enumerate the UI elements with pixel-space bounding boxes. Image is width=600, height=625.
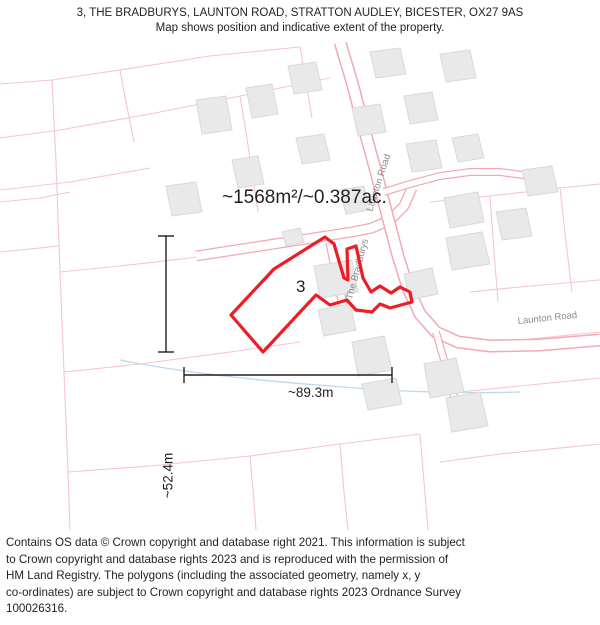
- plot-number-label: 3: [296, 277, 306, 296]
- footer-line-4: co-ordinates) are subject to Crown copyright and database rights 2023 Ordnance Survey: [6, 585, 461, 599]
- map-canvas[interactable]: [0, 42, 600, 530]
- copyright-footer: [0, 535, 600, 618]
- road-label-launton-road-upper: Launton Road: [364, 152, 394, 213]
- horizontal-dimension-label: ~89.3m: [288, 385, 334, 400]
- page-header: [0, 0, 600, 36]
- footer-line-2: to Crown copyright and database rights 2023 and is reproduced with the permission of: [6, 552, 449, 566]
- road-label-launton-road-lower: Launton Road: [517, 309, 578, 327]
- page-subtitle: Map shows position and indicative extent of the property.: [155, 22, 445, 34]
- page-title: 3, THE BRADBURYS, LAUNTON ROAD, STRATTON AUDLEY, BICESTER, OX27 9AS: [76, 7, 524, 19]
- vertical-dimension-holder: [130, 232, 250, 499]
- footer-line-1: Contains OS data © Crown copyright and database right 2021. This information is subject: [6, 536, 465, 549]
- footer-line-3: HM Land Registry. The polygons (including the associated geometry, namely x, y: [6, 569, 421, 582]
- road-label-the-bradburys: The Bradburys: [344, 237, 372, 301]
- area-label: ~1568m²/~0.387ac.: [222, 187, 387, 208]
- vertical-dimension-label: ~52.4m: [160, 452, 176, 499]
- footer-line-5: 100026316.: [6, 602, 68, 615]
